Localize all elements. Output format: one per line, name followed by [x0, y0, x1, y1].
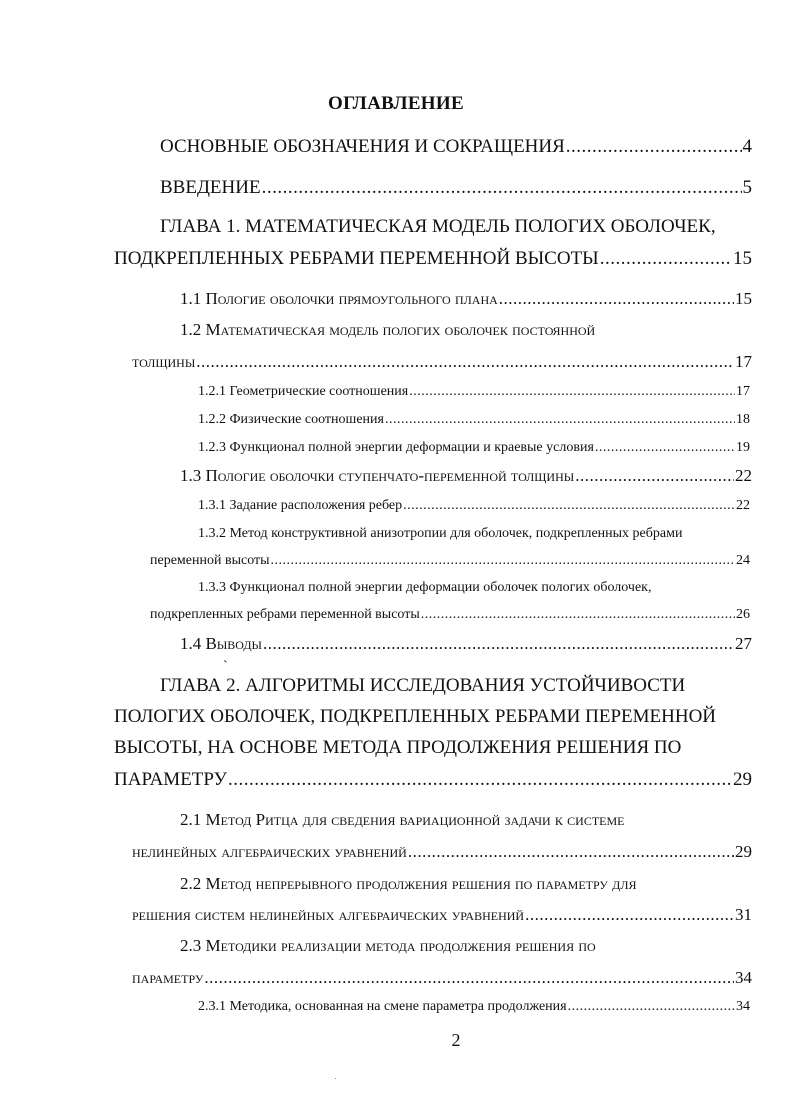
toc-leader-dots — [403, 498, 735, 514]
toc-entry-label: параметру — [132, 968, 204, 987]
toc-leader-dots — [262, 177, 742, 199]
toc-entry-label: 1.2.2 Физические соотношения — [198, 412, 384, 427]
toc-page-number: 34 — [735, 968, 752, 987]
toc-leader-dots — [525, 905, 734, 925]
toc-page-number: 34 — [736, 999, 750, 1014]
toc-entry-chapter-2[interactable] — [114, 769, 752, 791]
toc-chapter-2-line2[interactable]: ПОЛОГИХ ОБОЛОЧЕК, ПОДКРЕПЛЕННЫХ РЕБРАМИ ПЕРЕМЕННОЙ — [114, 706, 717, 727]
toc-leader-dots — [566, 136, 742, 158]
toc-page-number: 18 — [736, 412, 750, 427]
toc-entry-introduction[interactable] — [160, 177, 752, 199]
toc-page-number: 4 — [742, 136, 752, 157]
toc-leader-dots — [600, 248, 732, 270]
toc-section-2-1-line1[interactable]: 2.1 Метод Ритца для сведения вариационной задачи к системе — [180, 810, 625, 829]
toc-entry-label: ОСНОВНЫЕ ОБОЗНАЧЕНИЯ И СОКРАЩЕНИЯ — [160, 136, 565, 157]
toc-entry-section-1-3[interactable] — [180, 466, 752, 486]
toc-entry-label: 1.1 Пологие оболочки прямоугольного плана — [180, 289, 498, 308]
toc-entry-label: переменной высоты — [150, 553, 270, 568]
toc-entry-section-2-3-1[interactable] — [198, 999, 750, 1015]
toc-entry-label: ВВЕДЕНИЕ — [160, 177, 261, 198]
toc-entry-section-2-3[interactable] — [132, 968, 752, 988]
toc-entry-section-2-2[interactable] — [132, 905, 752, 925]
toc-section-2-2-line1[interactable]: 2.2 Метод непрерывного продолжения решения по параметру для — [180, 874, 637, 893]
toc-leader-dots — [204, 968, 734, 988]
toc-entry-section-1-2-3[interactable] — [198, 440, 750, 456]
toc-entry-label: 1.4 Выводы — [180, 634, 263, 653]
toc-leader-dots — [385, 412, 735, 428]
toc-leader-dots — [595, 440, 735, 456]
toc-entry-label: толщины — [132, 352, 196, 371]
toc-leader-dots — [263, 634, 734, 654]
toc-entry-label: решения систем нелинейных алгебраических уравнений — [132, 905, 525, 924]
toc-page-number: 19 — [736, 440, 750, 455]
toc-chapter-1-line1[interactable]: ГЛАВА 1. МАТЕМАТИЧЕСКАЯ МОДЕЛЬ ПОЛОГИХ ОБОЛОЧЕК, — [160, 216, 716, 237]
toc-entry-section-1-2-1[interactable] — [198, 384, 750, 400]
toc-leader-dots — [271, 553, 735, 569]
toc-section-2-3-line1[interactable]: 2.3 Методики реализации метода продолжения решения по — [180, 936, 596, 955]
page-number: 2 — [451, 1030, 461, 1050]
toc-entry-section-1-3-1[interactable] — [198, 498, 750, 514]
toc-section-1-2-line1[interactable]: 1.2 Математическая модель пологих оболочек постоянной — [180, 320, 596, 339]
toc-entry-section-1-4[interactable] — [180, 634, 752, 654]
toc-entry-label: 1.3.1 Задание расположения ребер — [198, 498, 403, 513]
toc-entry-label: 1.2.1 Геометрические соотношения — [198, 384, 409, 399]
toc-entry-label: нелинейных алгебраических уравнений — [132, 842, 407, 861]
toc-section-1-3-2-line1[interactable]: 1.3.2 Метод конструктивной анизотропии для оболочек, подкрепленных ребрами — [198, 526, 683, 541]
toc-entry-section-2-1[interactable] — [132, 842, 752, 862]
toc-page-number: 27 — [735, 634, 752, 653]
toc-section-1-3-3-line1[interactable]: 1.3.3 Функционал полной энергии деформации оболочек пологих оболочек, — [198, 580, 652, 595]
toc-leader-dots — [575, 466, 734, 486]
toc-page-number: 31 — [735, 905, 752, 924]
toc-entry-chapter-1[interactable] — [114, 248, 752, 270]
toc-entry-section-1-3-3[interactable] — [150, 607, 750, 623]
toc-entry-label: ПОДКРЕПЛЕННЫХ РЕБРАМИ ПЕРЕМЕННОЙ ВЫСОТЫ — [114, 248, 599, 269]
toc-entry-notation[interactable] — [160, 136, 752, 158]
scan-speck — [335, 1078, 336, 1079]
toc-page-number: 24 — [736, 553, 750, 568]
toc-leader-dots — [228, 769, 732, 791]
toc-page-number: 15 — [733, 248, 752, 269]
toc-entry-section-1-2-2[interactable] — [198, 412, 750, 428]
toc-page-number: 15 — [735, 289, 752, 308]
toc-leader-dots — [499, 289, 734, 309]
toc-entry-label: 1.2.3 Функционал полной энергии деформации и краевые условия — [198, 440, 594, 455]
toc-page-number: 26 — [736, 607, 750, 622]
toc-page-number: 5 — [742, 177, 752, 198]
toc-leader-dots — [408, 842, 734, 862]
toc-page-number: 29 — [735, 842, 752, 861]
toc-page-number: 17 — [735, 352, 752, 371]
toc-chapter-2-line3[interactable]: ВЫСОТЫ, НА ОСНОВЕ МЕТОДА ПРОДОЛЖЕНИЯ РЕШЕНИЯ ПО — [114, 737, 682, 758]
scan-mark: ` — [223, 659, 228, 674]
toc-entry-section-1-3-2[interactable] — [150, 553, 750, 569]
page-title: ОГЛАВЛЕНИЕ — [328, 93, 464, 114]
toc-page-number: 22 — [736, 498, 750, 513]
toc-chapter-2-line1[interactable]: ГЛАВА 2. АЛГОРИТМЫ ИССЛЕДОВАНИЯ УСТОЙЧИВОСТИ — [160, 675, 686, 696]
toc-entry-section-1-2[interactable] — [132, 352, 752, 372]
toc-leader-dots — [409, 384, 735, 400]
toc-entry-label: подкрепленных ребрами переменной высоты — [150, 607, 420, 622]
toc-leader-dots — [421, 607, 735, 623]
toc-page-number: 17 — [736, 384, 750, 399]
toc-entry-label: ПАРАМЕТРУ — [114, 769, 227, 790]
toc-leader-dots — [196, 352, 734, 372]
toc-page-number: 29 — [733, 769, 752, 790]
toc-entry-label: 2.3.1 Методика, основанная на смене параметра продолжения — [198, 999, 567, 1014]
toc-leader-dots — [568, 999, 735, 1015]
toc-entry-label: 1.3 Пологие оболочки ступенчато-переменной толщины — [180, 466, 575, 485]
toc-entry-section-1-1[interactable] — [180, 289, 752, 309]
toc-page-number: 22 — [735, 466, 752, 485]
